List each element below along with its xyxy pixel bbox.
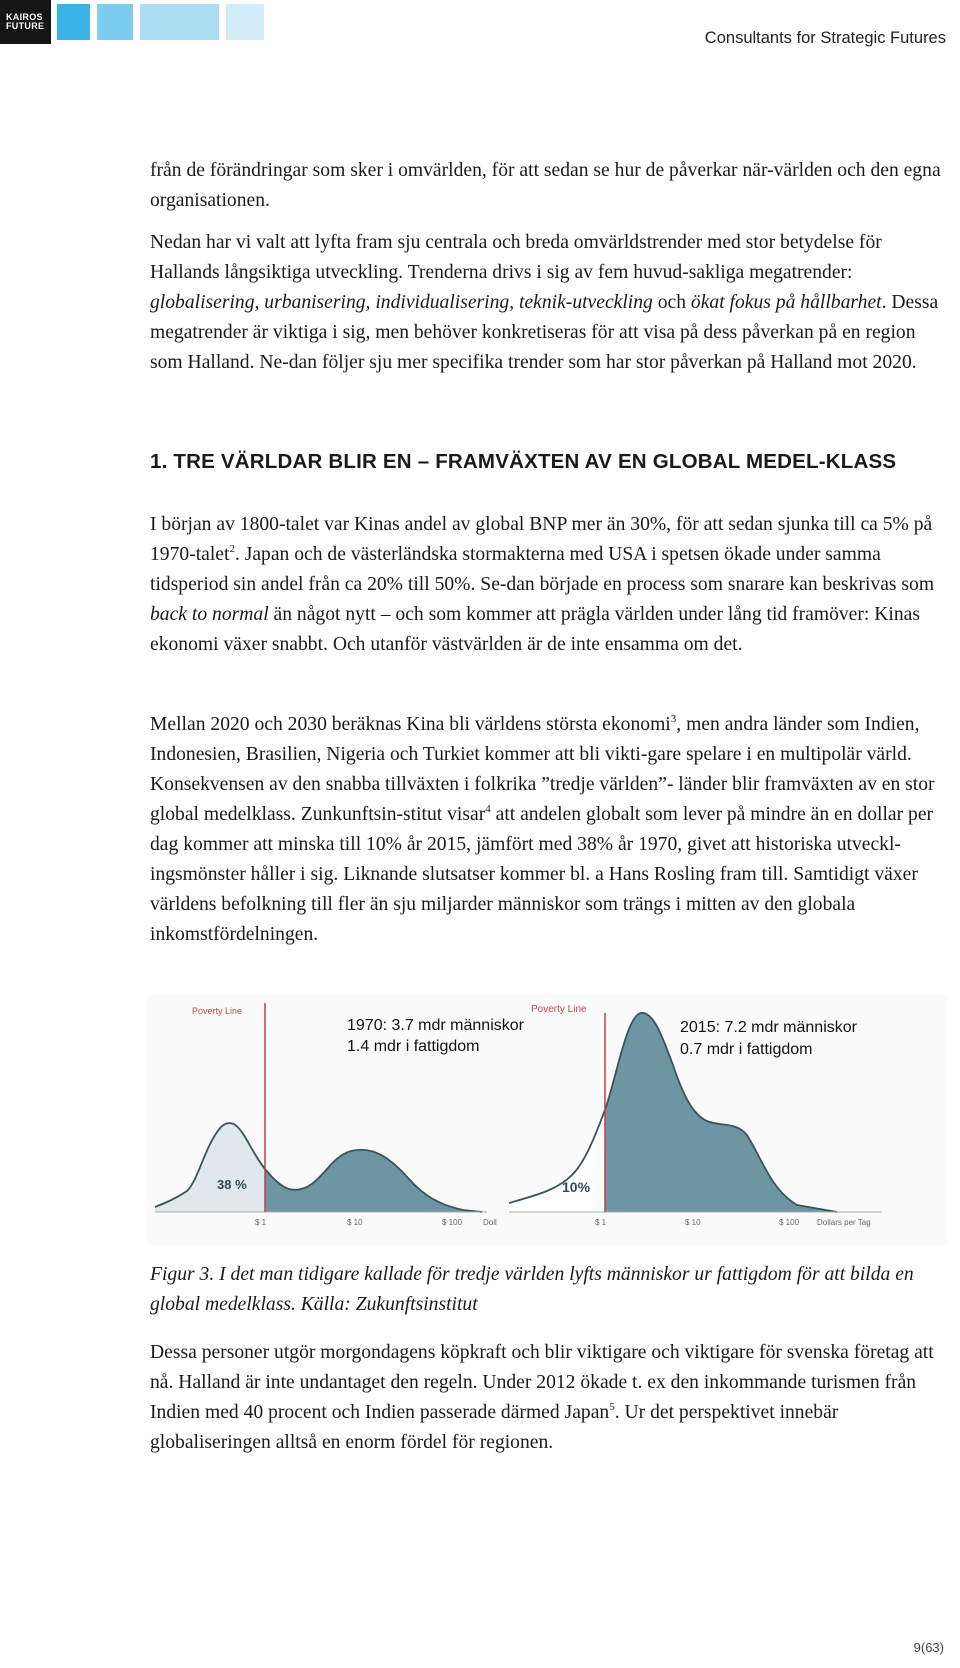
left-info-line-1: 1970: 3.7 mdr människor [347, 1017, 524, 1034]
p2-italic-sustainability: ökat fokus på hållbarhet [690, 292, 882, 313]
header-square-3 [140, 4, 219, 40]
p3-text-c: än något nytt – och som kommer att prägla världen under lång tid framöver: Kinas ekonomi växer snabbt. Och utanför västvärlden är de inte ensamma om det. [150, 604, 920, 655]
right-tick-4: Dollars per Tag [817, 1218, 871, 1227]
header-square-1 [57, 4, 90, 40]
p4-text-a: Mellan 2020 och 2030 beräknas Kina bli världens största ekonomi [150, 714, 671, 735]
left-info-line-2: 1.4 mdr i fattigdom [347, 1038, 480, 1055]
p2-italic-trends: globalisering, urbanisering, individualisering, teknik-utveckling [150, 292, 653, 313]
p3-italic-back-to-normal: back to normal [150, 604, 269, 625]
left-tick-2: $ 10 [347, 1218, 363, 1227]
page-number: 9(63) [913, 1640, 944, 1655]
paragraph-china-gdp [150, 510, 945, 660]
footnote-ref-5: 5 [609, 1401, 615, 1413]
footnote-ref-2: 2 [229, 543, 235, 555]
p2-text-c: . Dessa megatrender är viktiga i sig, men behöver konkretiseras för att visa på dess påverkan på en region som Halland. Ne-dan följer sju mer specifika trender som har stor påverkan på Halland mot 2020. [150, 292, 939, 373]
paragraph-intro: från de förändringar som sker i omvärlden, för att sedan se hur de påverkar när-världen och den egna organisationen. [150, 160, 941, 211]
right-info-line-1: 2015: 7.2 mdr människor [680, 1019, 857, 1036]
paragraph-purchasing-power [150, 1338, 945, 1458]
right-tick-2: $ 10 [685, 1218, 701, 1227]
left-share-label: 38 % [217, 1177, 247, 1192]
logo-line-2: FUTURE [6, 21, 45, 31]
header-title: Consultants for Strategic Futures [704, 29, 946, 47]
p3-text-a: I början av 1800-talet var Kinas andel av global BNP mer än 30%, för att sedan sjunka till ca 5% på 1970-talet [150, 514, 933, 565]
left-tick-3: $ 100 [442, 1218, 463, 1227]
p4-text-c: att andelen globalt som lever på mindre än en dollar per dag kommer att minska till 10% år 2015, jämfört med 38% år 1970, givet att historiska utveckl-ingsmönster håller i sig. Liknande slutsatser kommer bl. a Hans Rosling fram till. Samtidigt växer världens befolkning till fler än sju miljarder människor som trängs i mitten av den globala inkomstfördelningen. [150, 804, 934, 945]
logo-line-1: KAIROS [6, 12, 43, 22]
paragraph-megatrends [150, 228, 945, 378]
income-distribution-svg [147, 995, 947, 1245]
paragraph-middle-class [150, 710, 945, 950]
p3-text-b: . Japan och de västerländska stormakterna med USA i spetsen ökade under samma tidsperiod sin andel från ca 20% till 50%. Se-dan började en process som snarare kan beskrivas som [150, 544, 935, 595]
left-tick-4: Doll [483, 1218, 497, 1227]
footnote-ref-4: 4 [485, 803, 491, 815]
p2-text-a: Nedan har vi valt att lyfta fram sju centrala och breda omvärldstrender med stor betydelse för Hallands långsiktiga utveckling. Trenderna drivs i sig av fem huvud-sakliga megatrender: [150, 232, 882, 283]
footnote-ref-3: 3 [670, 713, 677, 725]
p5-text-a: Dessa personer utgör morgondagens köpkraft och blir viktigare och viktigare för svenska företag att nå. Halland är inte undantaget den regeln. Under 2012 ökade t. ex den inkommande turismen från Indien med 40 procent och Indien passerade därmed Japan [150, 1342, 934, 1423]
kairos-future-logo [0, 0, 51, 44]
right-tick-3: $ 100 [779, 1218, 800, 1227]
p5-text-b: . Ur det perspektivet innebär globaliseringen alltså en enorm fördel för regionen. [150, 1402, 839, 1453]
left-tick-1: $ 1 [255, 1218, 267, 1227]
right-poverty-line-label: Poverty Line [531, 1004, 587, 1015]
right-tick-1: $ 1 [595, 1218, 607, 1227]
section-heading: 1. TRE VÄRLDAR BLIR EN – FRAMVÄXTEN AV EN GLOBAL MEDEL-KLASS [150, 450, 897, 473]
figure-caption: Figur 3. I det man tidigare kallade för tredje världen lyfts människor ur fattigdom för att bilda en global medelklass. Källa: Zukunftsinstitut [150, 1264, 914, 1315]
header-square-4 [226, 4, 264, 40]
header-square-2 [97, 4, 133, 40]
right-share-label: 10% [562, 1179, 591, 1195]
right-info-line-2: 0.7 mdr i fattigdom [680, 1041, 813, 1058]
left-poverty-line-label: Poverty Line [192, 1006, 243, 1016]
p4-text-b: , men andra länder som Indien, Indonesien, Brasilien, Nigeria och Turkiet kommer att bli vikti-gare spelare i en multipolär värld. Konsekvensen av den snabba tillväxten i folkrika ”tredje världen”- länder blir framväxten av en stor global medelklass. Zunkunftsin-stitut visar [150, 714, 935, 825]
p2-text-b: och [652, 292, 691, 313]
income-distribution-figure [147, 995, 947, 1245]
